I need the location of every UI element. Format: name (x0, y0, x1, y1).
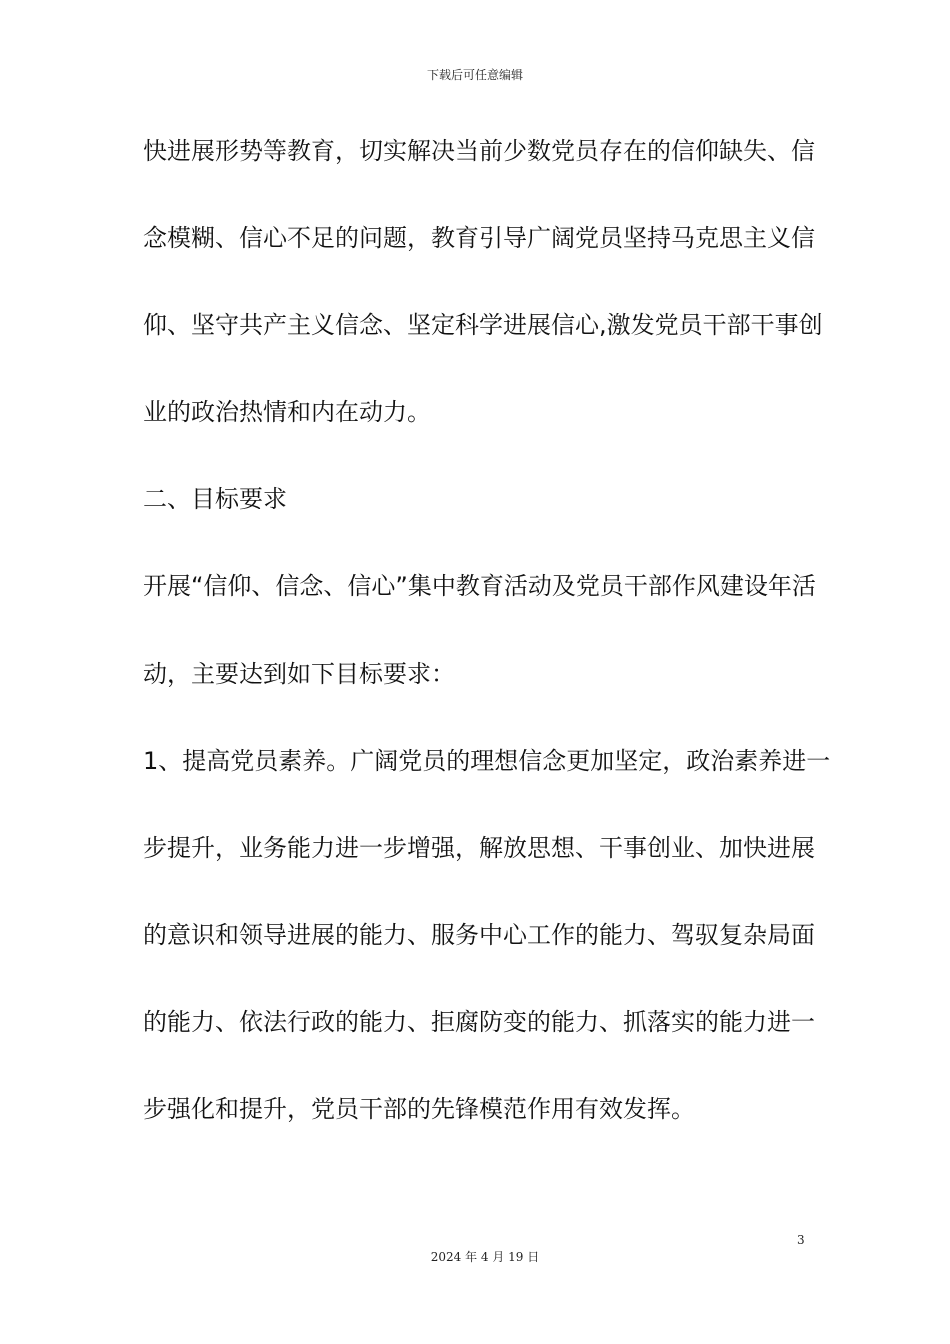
body-line: 步强化和提升，党员干部的先锋模范作用有效发挥。 (143, 1095, 695, 1124)
body-line: 动，主要达到如下目标要求： (143, 659, 455, 688)
document-body (143, 128, 831, 1173)
body-line: 开展“信仰、信念、信心”集中教育活动及党员干部作风建设年活 (143, 572, 816, 601)
body-line: 的意识和领导进展的能力、服务中心工作的能力、驾驭复杂局面 (143, 920, 815, 949)
body-line: 念模糊、信心不足的问题，教育引导广阔党员坚持马克思主义信 (143, 224, 815, 253)
section-heading: 二、目标要求 (143, 485, 287, 514)
body-line: 快进展形势等教育，切实解决当前少数党员存在的信仰缺失、信 (143, 137, 815, 165)
footer-date: 2024 年 4 月 19 日 (430, 1250, 540, 1264)
body-line: 业的政治热情和内在动力。 (143, 398, 431, 427)
body-line: 仰、坚守共产主义信念、坚定科学进展信心,激发党员干部干事创 (143, 311, 823, 340)
page-header: 下载后可任意编辑 (426, 68, 523, 82)
body-line: 1、提高党员素养。广阔党员的理想信念更加坚定，政治素养进一 (143, 746, 831, 775)
body-line: 的能力、依法行政的能力、拒腐防变的能力、抓落实的能力进一 (143, 1007, 815, 1036)
page-number: 3 (797, 1233, 805, 1247)
body-line: 步提升，业务能力进一步增强，解放思想、干事创业、加快进展 (143, 833, 815, 862)
